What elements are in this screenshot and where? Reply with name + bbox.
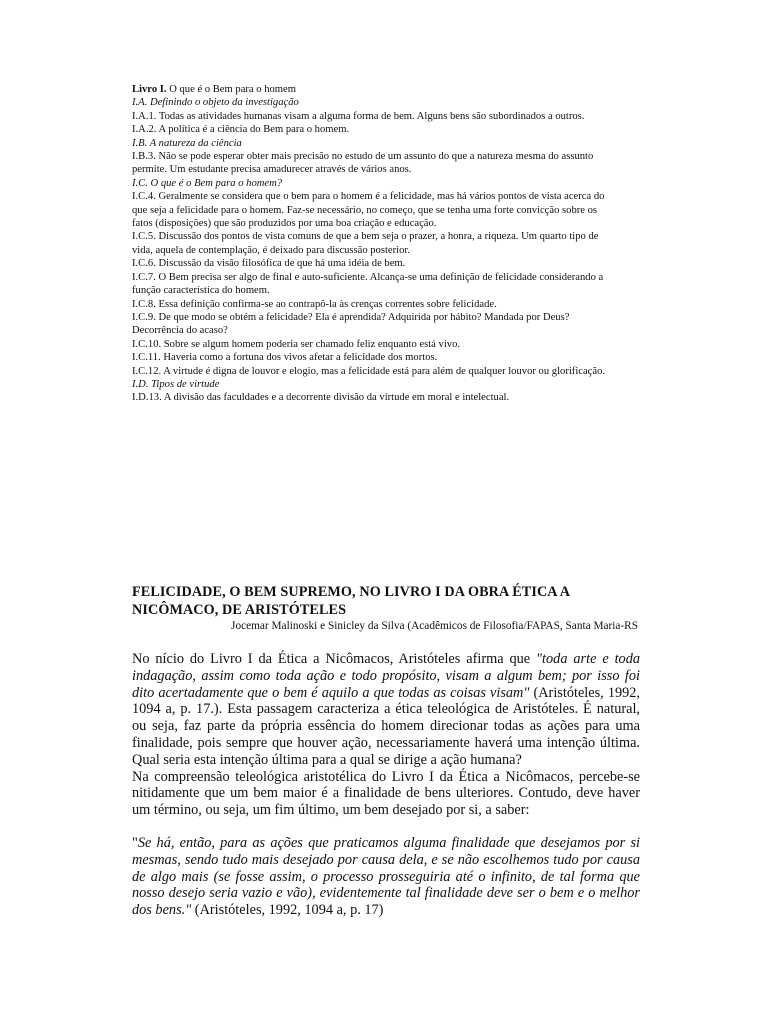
quote-open-mark: " <box>132 834 138 851</box>
outline-heading-bold: Livro I. <box>132 84 167 95</box>
outline-item: I.C.11. Haveria como a fortuna dos vivos afetar a felicidade dos mortos. <box>132 352 438 364</box>
outline-item: I.D.13. A divisão das faculdades e a decorrente divisão da virtude em moral e intelectual. <box>132 392 510 404</box>
book-outline <box>132 83 612 405</box>
outline-section-heading: I.B. A natureza da ciência <box>132 137 242 149</box>
article <box>132 584 640 919</box>
outline-heading <box>132 83 612 96</box>
paragraph-teleology: Na compreensão teleológica aristotélica do Livro I da Ética a Nicômacos, percebe-se nitidamente que um bem maior é a finalidade de bens ulteriores. Contudo, deve haver um término, ou seja, um fim último, um bem desejado por si, a saber: <box>132 768 640 819</box>
paragraph-intro-quote: "toda arte e toda indagação, assim como toda ação e todo propósito, visam a algum bem; por isso foi dito acertadamente que o bem é aquilo a que todas as coisas visam" <box>132 651 640 701</box>
outline-item: I.A.1. Todas as atividades humanas visam a alguma forma de bem. Alguns bens são subordinados a outros. <box>132 110 585 122</box>
outline-item: I.A.2. A política é a ciência do Bem para o homem. <box>132 124 350 136</box>
outline-item: I.B.3. Não se pode esperar obter mais precisão no estudo de um assunto do que a natureza mesma do assunto permite. Um estudante precisa amadurecer através de vários anos. <box>132 151 594 176</box>
article-title: FELICIDADE, O BEM SUPREMO, NO LIVRO I DA OBRA ÉTICA A NICÔMACO, DE ARISTÓTELES <box>132 584 570 618</box>
outline-item: I.C.4. Geralmente se considera que o bem para o homem é a felicidade, mas há vários pontos de vista acerca do que seja a felicidade para o homem. Faz-se necessário, no começo, que se tenha uma forte convicção sobre os fatos (disposições) que são produzidos por uma boa criação e educação. <box>132 191 605 230</box>
outline-item: I.C.8. Essa definição confirma-se ao contrapô-la às crenças correntes sobre felicidade. <box>132 298 497 310</box>
outline-item: I.C.7. O Bem precisa ser algo de final e auto-suficiente. Alcança-se uma definição de felicidade considerando a função característica do homem. <box>132 271 604 297</box>
paragraph-intro-text: No nício do Livro I da Ética a Nicômacos, Aristóteles afirma que <box>132 651 537 667</box>
article-body <box>132 651 640 919</box>
quote-citation: (Aristóteles, 1992, 1094 a, p. 17) <box>191 902 384 919</box>
outline-item: I.C.6. Discussão da visão filosófica de que há uma idéia de bem. <box>132 258 406 270</box>
outline-item: I.C.12. A virtude é digna de louvor e elogio, mas a felicidade está para além de qualquer louvor ou glorificação. <box>132 365 606 377</box>
article-authors: Jocemar Malinoski e Sinicley da Silva (Acadêmicos de Filosofia/FAPAS, Santa Maria-RS <box>231 620 638 632</box>
outline-heading-rest: O que é o Bem para o homem <box>166 84 296 95</box>
outline-section-heading: I.A. Definindo o objeto da investigação <box>132 97 299 109</box>
quote-text: Se há, então, para as ações que praticamos alguma finalidade que desejamos por si mesmas, sendo tudo mais desejado por causa dela, e se não escolhemos tudo por causa de algo mais (se fosse assim, o processo prosseguiria até o infinito, de tal forma que nosso desejo seria vazio e vão), evidentemente tal finalidade deve ser o bem e o melhor dos bens." <box>132 834 640 919</box>
outline-lines <box>132 96 612 404</box>
outline-item: I.C.10. Sobre se algum homem poderia ser chamado feliz enquanto está vivo. <box>132 338 461 350</box>
paragraph-intro-rest: (Aristóteles, 1992, 1094 a, p. 17.). Esta passagem caracteriza a ética teleológica de Aristóteles. É natural, ou seja, faz parte da própria essência do homem direcionar todas as ações para uma finalidade, pois sempre que houver ação, necessariamente haverá uma intenção última. Qual seria esta intenção última para a qual se dirige a ação humana? <box>132 684 641 768</box>
block-quote <box>132 835 640 919</box>
paragraph-intro <box>132 651 640 769</box>
outline-section-heading: I.D. Tipos de virtude <box>132 378 220 390</box>
outline-item: I.C.9. De que modo se obtém a felicidade? Ela é aprendida? Adquirida por hábito? Mandada por Deus? Decorrência do acaso? <box>132 311 570 337</box>
outline-section-heading: I.C. O que é o Bem para o homem? <box>132 177 283 189</box>
outline-item: I.C.5. Discussão dos pontos de vista comuns de que a bem seja o prazer, a honra, a riqueza. Um quarto tipo de vida, aquela de contemplação, é deixado para discussão posterior. <box>132 231 599 256</box>
